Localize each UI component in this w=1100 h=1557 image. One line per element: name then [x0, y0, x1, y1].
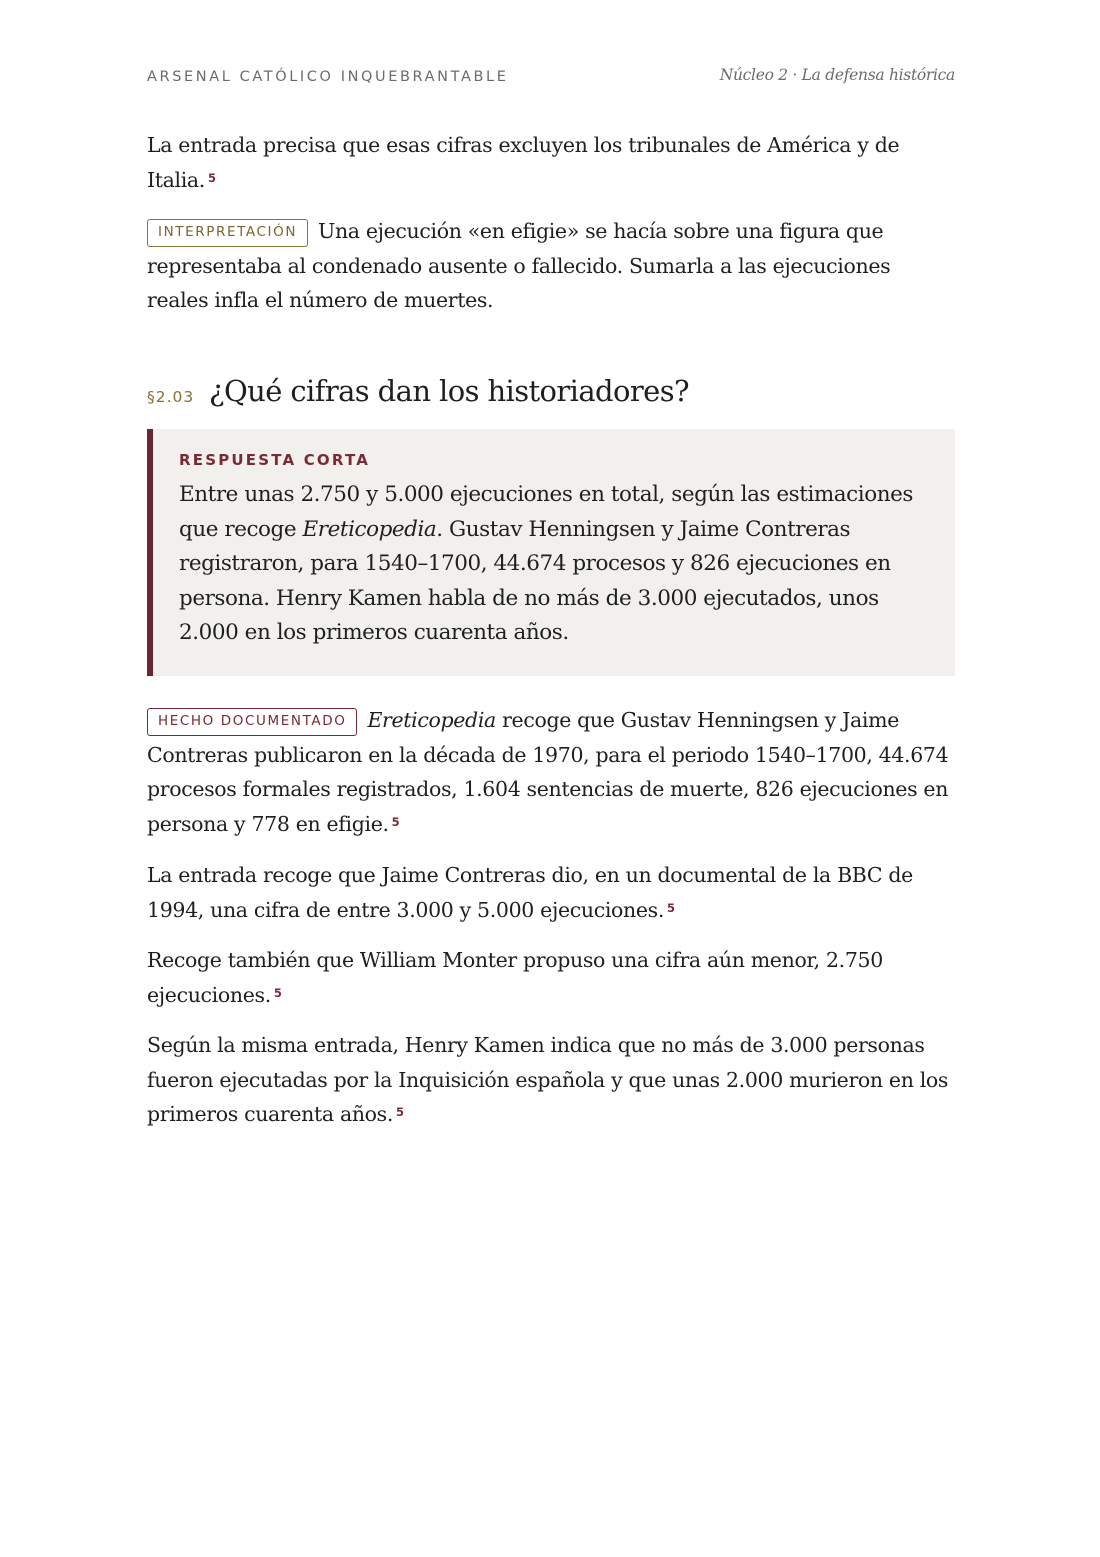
paragraph-text: Una ejecución «en efigie» se hacía sobre una figura que representaba al condenado ausente o fallecido. Sumarla a las ejecuciones reales infla el número de muertes. [147, 219, 891, 312]
paragraph-text: Según la misma entrada, Henry Kamen indica que no más de 3.000 personas fueron ejecutadas por la Inquisición española y que unas 2.000 murieron en los primeros cuarenta años. [147, 1033, 949, 1126]
footnote-ref[interactable]: 5 [273, 985, 282, 1000]
section-title: ¿Qué cifras dan los historiadores? [209, 374, 689, 408]
section-number: §2.03 [147, 388, 195, 406]
footnote-ref[interactable]: 5 [396, 1105, 405, 1119]
documented-fact-tag: HECHO DOCUMENTADO [147, 708, 357, 736]
paragraph-text: La entrada precisa que esas cifras excluyen los tribunales de América y de Italia. [147, 133, 900, 192]
short-answer-text [179, 478, 925, 651]
short-answer-label: RESPUESTA CORTA [179, 451, 371, 469]
chapter-title: Núcleo 2 · La defensa histórica [719, 66, 955, 84]
paragraph-monter [147, 943, 955, 1012]
footnote-ref[interactable]: 5 [667, 900, 676, 915]
footnote-ref[interactable]: 5 [207, 170, 216, 185]
paragraph-text: Recoge también que William Monter propuso una cifra aún menor, 2.750 ejecuciones. [147, 948, 883, 1007]
interpretation-tag: INTERPRETACIÓN [147, 219, 308, 247]
footnote-ref[interactable]: 5 [391, 814, 400, 829]
running-header [147, 66, 955, 90]
answer-source-title: Ereticopedia [302, 516, 437, 542]
answer-text-pre: Entre unas 2.750 y 5.000 ejecuciones en total, según las estimaciones que recoge [179, 482, 913, 542]
paragraph-contreras [147, 858, 955, 927]
paragraph-kamen [147, 1028, 955, 1132]
book-title: ARSENAL CATÓLICO INQUEBRANTABLE [147, 69, 509, 85]
short-answer-box [147, 429, 955, 676]
answer-text-post: . Gustav Henningsen y Jaime Contreras registraron, para 1540–1700, 44.674 procesos y 826 ejecuciones en persona. Henry Kamen habla de no más de 3.000 ejecutados, unos 2.000 en los primeros cuarenta años. [179, 516, 891, 646]
paragraph-text: La entrada recoge que Jaime Contreras dio, en un documental de la BBC de 1994, una cifra de entre 3.000 y 5.000 ejecuciones. [147, 863, 913, 922]
paragraph-interpretacion [147, 214, 955, 318]
source-title: Ereticopedia [367, 708, 496, 732]
paragraph-hecho [147, 703, 955, 841]
paragraph-tribunales [147, 128, 955, 197]
paragraph-text: recoge que Gustav Henningsen y Jaime Contreras publicaron en la década de 1970, para el periodo 1540–1700, 44.674 procesos formales registrados, 1.604 sentencias de muerte, 826 ejecuciones en persona y 778 en efigie. [147, 708, 949, 836]
